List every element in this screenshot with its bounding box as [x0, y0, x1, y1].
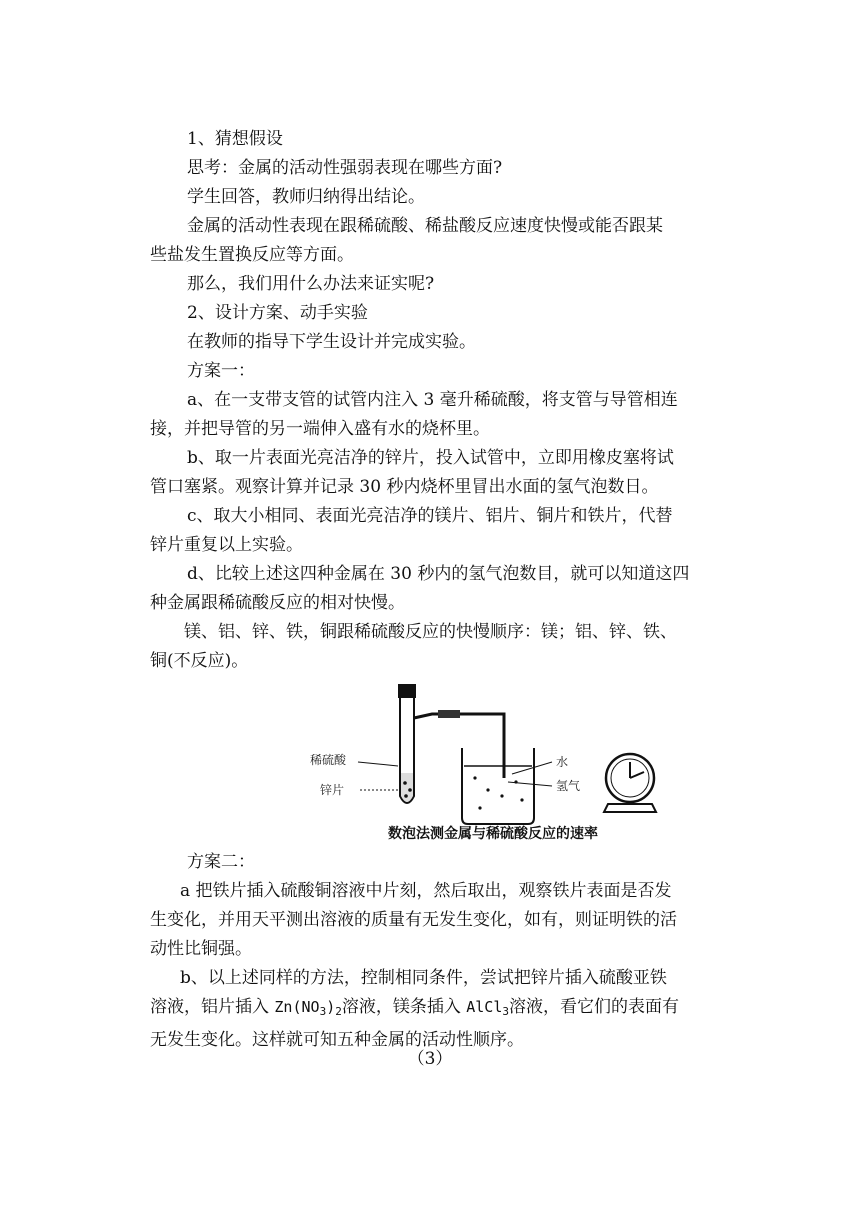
heading-plan-one: 方案一：	[187, 361, 255, 381]
plan2-a-line2: 生变化，并用天平测出溶液的质量有无发生变化，如有，则证明铁的活	[150, 910, 677, 930]
beaker-bubble	[473, 776, 476, 779]
delivery-tube-shape	[486, 714, 504, 778]
formula-zn-nitrate	[274, 998, 341, 1016]
beaker-shape	[462, 748, 534, 824]
label-metal: 锌片	[320, 783, 345, 797]
tube-bubble	[403, 781, 407, 785]
acid-leader-line	[358, 762, 398, 766]
beaker-bubble	[486, 788, 489, 791]
result-line2: 铜(不反应)。	[150, 651, 249, 671]
paragraph-activity-line2: 些盐发生置换反应等方面。	[150, 245, 354, 265]
stopwatch-base-shape	[604, 804, 656, 812]
paragraph-answer: 学生回答，教师归纳得出结论。	[187, 187, 425, 207]
formula-zn-part: Zn(NO	[274, 998, 320, 1016]
rubber-joint-shape	[438, 710, 460, 718]
tube-bubble	[408, 788, 412, 792]
acid-liquid-shape	[401, 773, 413, 802]
gas-leader-line	[508, 782, 552, 786]
plan2-b-line2	[150, 993, 710, 1026]
plan2-a-line3: 动性比铜强。	[150, 939, 252, 959]
formula-al-subscript: 3	[502, 1005, 509, 1018]
step-a-line2: 接，并把导管的另一端伸入盛有水的烧杯里。	[150, 419, 490, 439]
stopwatch-hand	[630, 772, 644, 778]
plan2-b-text-3: 溶液，看它们的表面有	[509, 997, 679, 1017]
heading-plan-two: 方案二：	[187, 852, 255, 872]
plan2-a-line1: a 把铁片插入硫酸铜溶液中片刻，然后取出，观察铁片表面是否发	[180, 881, 672, 901]
step-a-line1: a、在一支带支管的试管内注入 3 毫升稀硫酸，将支管与导管相连	[187, 390, 678, 410]
paragraph-activity-line1: 金属的活动性表现在跟稀硫酸、稀盐酸反应速度快慢或能否跟某	[187, 216, 663, 236]
tube-bubble	[404, 794, 408, 798]
beaker-bubble	[478, 806, 481, 809]
result-line1: 镁、铝、锌、铁，铜跟稀硫酸反应的快慢顺序：镁；铝、锌、铁、	[184, 622, 677, 642]
step-d-line1: d、比较上述这四种金属在 30 秒内的氢气泡数目，就可以知道这四	[187, 564, 690, 584]
paragraph-guidance: 在教师的指导下学生设计并完成实验。	[187, 332, 476, 352]
heading-design: 2、设计方案、动手实验	[187, 303, 368, 323]
document-body	[150, 125, 710, 1055]
formula-subscript-2: 2	[335, 1005, 342, 1018]
step-c-line2: 锌片重复以上实验。	[150, 535, 303, 555]
apparatus-diagram	[290, 678, 670, 846]
step-d-line2: 种金属跟稀硫酸反应的相对快慢。	[150, 593, 405, 613]
plan2-b-line1: b、以上述同样的方法，控制相同条件，尝试把锌片插入硫酸亚铁	[180, 968, 667, 988]
step-b-line2: 管口塞紧。观察计算并记录 30 秒内烧杯里冒出水面的氢气泡数日。	[150, 477, 659, 497]
beaker-bubble	[520, 798, 523, 801]
formula-subscript-3: 3	[319, 1005, 327, 1018]
label-water: 水	[556, 755, 569, 769]
water-leader-line	[512, 762, 552, 774]
plan2-b-text-2: 溶液，镁条插入	[341, 997, 467, 1017]
label-gas: 氢气	[556, 779, 581, 793]
plan2-b-text-1: 溶液，铝片插入	[150, 997, 275, 1017]
formula-al-chloride	[466, 998, 509, 1016]
step-c-line1: c、取大小相同、表面光亮洁净的镁片、铝片、铜片和铁片，代替	[187, 506, 673, 526]
figure-caption: 数泡法测金属与稀硫酸反应的速率	[388, 826, 598, 842]
beaker-bubble	[500, 794, 503, 797]
label-acid: 稀硫酸	[310, 753, 347, 767]
apparatus-figure	[150, 678, 710, 848]
paragraph-question: 那么，我们用什么办法来证实呢?	[187, 274, 435, 294]
page-number: （3）	[407, 1049, 453, 1069]
paragraph-think: 思考：金属的活动性强弱表现在哪些方面?	[187, 158, 503, 178]
step-b-line1: b、取一片表面光亮洁净的锌片，投入试管中，立即用橡皮塞将试	[187, 448, 674, 468]
heading-hypothesis: 1、猜想假设	[187, 129, 283, 149]
formula-al-part: AlCl	[466, 998, 503, 1016]
formula-close-paren: )	[326, 998, 336, 1016]
stopper-shape	[398, 684, 416, 698]
plan2-b-line3: 无发生变化。这样就可知五种金属的活动性顺序。	[150, 1030, 524, 1050]
